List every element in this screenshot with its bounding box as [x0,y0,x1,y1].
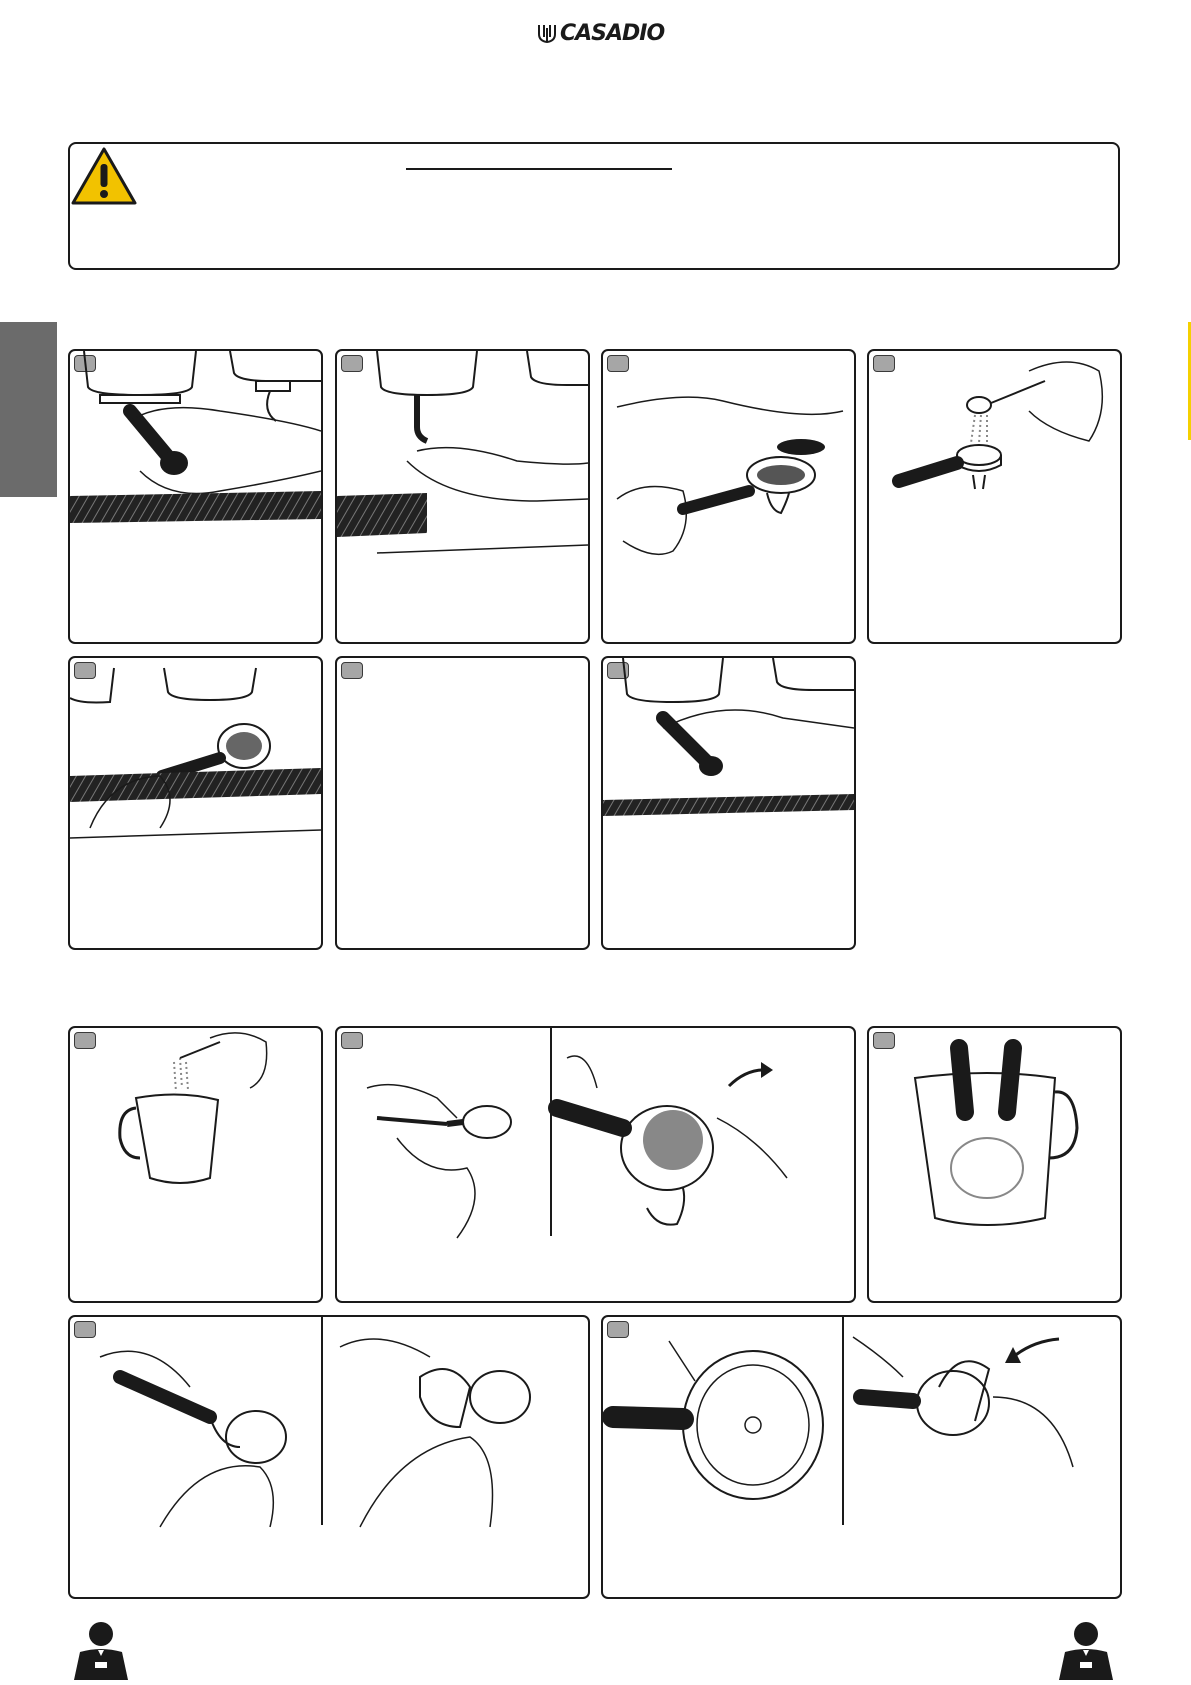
soak-filter-holders-illustration [869,1028,1120,1301]
step-panel-soak-2 [335,1026,856,1303]
operator-icon [70,1620,132,1680]
dispense-water-illustration [337,351,588,642]
warning-heading [406,150,672,166]
add-detergent-illustration [869,351,1120,642]
logo-wordmark: CASADIO [560,21,665,46]
step-panel-soak-3 [867,1026,1122,1303]
remove-filter-illustration [337,1028,854,1301]
step-panel-3 [601,349,856,644]
step-panel-2 [335,349,590,644]
warning-icon [70,146,138,206]
step-panel-6 [335,656,590,950]
warning-heading-underline [406,168,672,170]
logo-emblem-icon [536,22,558,44]
step-panel-soak-5 [601,1315,1122,1599]
step-panel-soak-4 [68,1315,590,1599]
operator-icon [1055,1620,1117,1680]
insert-blind-filter-illustration [603,351,854,642]
step-panel-soak-1 [68,1026,323,1303]
step-panel-5 [68,656,323,950]
step-panel-4 [867,349,1122,644]
filter-holder-ready-illustration [70,658,321,948]
lock-filter-holder-repeat-illustration [603,658,854,948]
wipe-filter-holder-illustration [70,1317,588,1597]
detergent-in-jug-illustration [70,1028,321,1301]
step-panel-1 [68,349,323,644]
step-number-badge [341,662,363,679]
casadio-logo [536,20,665,48]
section-tab [0,322,57,497]
warning-body [148,190,1108,250]
refit-filter-illustration [603,1317,1120,1597]
lock-filter-holder-illustration [70,351,321,642]
step-panel-7 [601,656,856,950]
